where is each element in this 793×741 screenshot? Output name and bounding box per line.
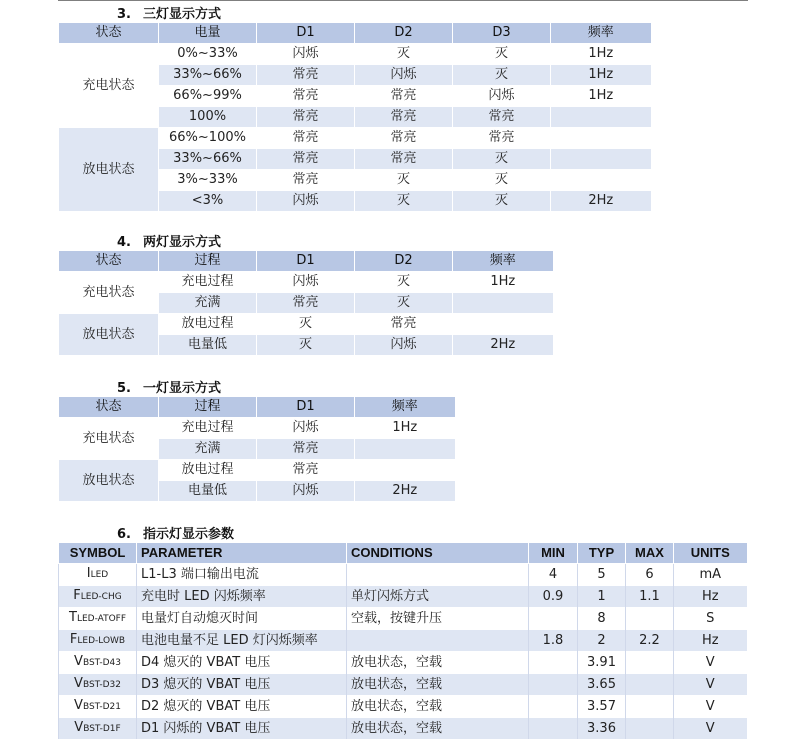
typ-cell: 2 [578, 630, 626, 652]
min-cell [529, 674, 578, 696]
symbol-subscript: BST-D32 [82, 680, 121, 690]
table-cell: 2Hz [355, 481, 455, 502]
table-cell [551, 170, 651, 191]
units-cell: V [674, 674, 747, 696]
table-cell: 闪烁 [257, 481, 355, 502]
symbol-cell [59, 652, 137, 674]
typ-cell: 1 [578, 586, 626, 608]
max-cell: 2.2 [626, 630, 674, 652]
state-cell-discharge: 放电状态 [59, 128, 159, 212]
header-cell: 状态 [59, 251, 159, 272]
header-cell: UNITS [674, 543, 747, 564]
table-cell: 闪烁 [355, 65, 453, 86]
conditions-cell [347, 630, 529, 652]
table-cell: 常亮 [355, 107, 453, 128]
table-cell: 常亮 [257, 439, 355, 460]
conditions-cell [347, 564, 529, 586]
table-cell: 充满 [159, 439, 257, 460]
min-cell [529, 652, 578, 674]
symbol-cell [59, 718, 137, 740]
table-cell: 1Hz [453, 272, 553, 293]
units-cell: S [674, 608, 747, 630]
conditions-cell: 放电状态，空载 [347, 696, 529, 718]
header-cell: MAX [626, 543, 674, 564]
table-cell: 灭 [355, 293, 453, 314]
table-cell: 放电过程 [159, 314, 257, 335]
header-cell: SYMBOL [59, 543, 137, 564]
table-cell: 常亮 [257, 170, 355, 191]
table-cell: 常亮 [257, 293, 355, 314]
symbol-main: I [86, 566, 91, 581]
table-cell: 闪烁 [257, 418, 355, 439]
parameter-cell: 电池电量不足 LED 灯闪烁频率 [137, 630, 347, 652]
symbol-subscript: BST-D43 [82, 658, 121, 668]
table-cell: 33%~66% [159, 65, 257, 86]
section-title: 三灯显示方式 [143, 7, 222, 22]
table-row [59, 128, 651, 149]
parameter-cell: L1-L3 端口输出电流 [137, 564, 347, 586]
section-number: 3. [117, 7, 131, 22]
section-number: 6. [117, 527, 131, 542]
units-cell: V [674, 652, 747, 674]
typ-cell: 3.65 [578, 674, 626, 696]
units-cell: Hz [674, 630, 747, 652]
table-row [59, 718, 747, 740]
table-cell: 100% [159, 107, 257, 128]
table-cell: 闪烁 [355, 335, 453, 356]
table-header-row [59, 397, 455, 418]
header-cell: D1 [257, 23, 355, 44]
max-cell [626, 696, 674, 718]
units-cell: V [674, 718, 747, 740]
header-cell: 频率 [551, 23, 651, 44]
table-cell [355, 460, 455, 481]
header-cell: D3 [453, 23, 551, 44]
table-cell: 灭 [355, 191, 453, 212]
header-cell: TYP [578, 543, 626, 564]
units-cell: V [674, 696, 747, 718]
table-cell: 灭 [453, 65, 551, 86]
table-row [59, 460, 455, 481]
state-cell-charge: 充电状态 [59, 418, 159, 460]
section-3-heading [117, 3, 221, 22]
symbol-subscript: BST-D1F [83, 724, 121, 734]
section-number: 5. [117, 381, 131, 396]
table-cell: 常亮 [453, 107, 551, 128]
table-cell: 灭 [257, 335, 355, 356]
table-cell [551, 149, 651, 170]
table-cell: 电量低 [159, 481, 257, 502]
table-cell: 闪烁 [453, 86, 551, 107]
min-cell: 0.9 [529, 586, 578, 608]
table-header-row [59, 543, 747, 564]
table-cell: 2Hz [551, 191, 651, 212]
table-cell: 常亮 [355, 128, 453, 149]
symbol-cell [59, 630, 137, 652]
typ-cell: 3.91 [578, 652, 626, 674]
header-cell: 频率 [453, 251, 553, 272]
table-cell: 33%~66% [159, 149, 257, 170]
table-cell: 灭 [355, 44, 453, 65]
led-parameters-table [58, 542, 747, 739]
header-cell: 电量 [159, 23, 257, 44]
typ-cell: 3.36 [578, 718, 626, 740]
symbol-main: T [68, 610, 77, 625]
table-row [59, 630, 747, 652]
table-cell: 灭 [257, 314, 355, 335]
table-cell: 灭 [453, 44, 551, 65]
units-cell: Hz [674, 586, 747, 608]
table-cell: 0%~33% [159, 44, 257, 65]
table-cell: 常亮 [355, 86, 453, 107]
symbol-main: V [74, 676, 83, 691]
max-cell: 1.1 [626, 586, 674, 608]
max-cell [626, 674, 674, 696]
symbol-main: F [69, 632, 78, 647]
symbol-subscript: LED-CHG [80, 592, 122, 602]
header-cell: D1 [257, 397, 355, 418]
table-cell: 常亮 [257, 460, 355, 481]
table-cell: 充电过程 [159, 418, 257, 439]
table-cell: 1Hz [551, 65, 651, 86]
table-cell [453, 293, 553, 314]
table-cell [355, 439, 455, 460]
typ-cell: 5 [578, 564, 626, 586]
table-row [59, 314, 553, 335]
symbol-cell [59, 696, 137, 718]
typ-cell: 3.57 [578, 696, 626, 718]
table-cell: 1Hz [551, 44, 651, 65]
table-cell: 灭 [355, 272, 453, 293]
table-header-row [59, 251, 553, 272]
table-cell: 电量低 [159, 335, 257, 356]
table-cell: <3% [159, 191, 257, 212]
table-cell: 闪烁 [257, 272, 355, 293]
min-cell [529, 608, 578, 630]
min-cell [529, 696, 578, 718]
table-header-row [59, 23, 651, 44]
symbol-cell [59, 586, 137, 608]
min-cell: 1.8 [529, 630, 578, 652]
conditions-cell: 放电状态，空载 [347, 718, 529, 740]
table-cell: 闪烁 [257, 44, 355, 65]
one-led-table [58, 396, 455, 501]
max-cell [626, 718, 674, 740]
table-cell: 1Hz [355, 418, 455, 439]
table-cell: 常亮 [355, 314, 453, 335]
state-cell-discharge: 放电状态 [59, 314, 159, 356]
three-led-table [58, 22, 651, 211]
conditions-cell: 放电状态，空载 [347, 652, 529, 674]
section-title: 两灯显示方式 [143, 235, 222, 250]
max-cell [626, 608, 674, 630]
table-row [59, 586, 747, 608]
header-cell: 状态 [59, 23, 159, 44]
symbol-cell [59, 608, 137, 630]
header-cell: D2 [355, 251, 453, 272]
state-cell-discharge: 放电状态 [59, 460, 159, 502]
table-row [59, 272, 553, 293]
symbol-subscript: LED-ATOFF [76, 614, 127, 624]
header-cell: 状态 [59, 397, 159, 418]
top-rule [58, 0, 748, 1]
table-cell: 灭 [453, 170, 551, 191]
min-cell [529, 718, 578, 740]
header-cell: CONDITIONS [347, 543, 529, 564]
conditions-cell: 放电状态，空载 [347, 674, 529, 696]
section-number: 4. [117, 235, 131, 250]
two-led-table [58, 250, 553, 355]
symbol-subscript: LED [90, 570, 109, 580]
units-cell: mA [674, 564, 747, 586]
table-row [59, 674, 747, 696]
min-cell: 4 [529, 564, 578, 586]
table-row [59, 44, 651, 65]
state-cell-charge: 充电状态 [59, 272, 159, 314]
table-cell: 常亮 [257, 86, 355, 107]
table-cell: 常亮 [257, 149, 355, 170]
table-cell: 常亮 [257, 65, 355, 86]
table-cell: 灭 [355, 170, 453, 191]
symbol-cell [59, 674, 137, 696]
parameter-cell: D3 熄灭的 VBAT 电压 [137, 674, 347, 696]
conditions-cell: 空载，按键升压 [347, 608, 529, 630]
table-cell: 66%~100% [159, 128, 257, 149]
header-cell: D2 [355, 23, 453, 44]
table-cell: 闪烁 [257, 191, 355, 212]
table-cell [453, 314, 553, 335]
section-6-heading [117, 523, 234, 542]
symbol-subscript: LED-LOWB [77, 636, 126, 646]
table-cell: 常亮 [453, 128, 551, 149]
table-cell: 1Hz [551, 86, 651, 107]
table-cell: 灭 [453, 149, 551, 170]
header-cell: 过程 [159, 251, 257, 272]
parameter-cell: 电量灯自动熄灭时间 [137, 608, 347, 630]
header-cell: PARAMETER [137, 543, 347, 564]
state-cell-charge: 充电状态 [59, 44, 159, 128]
symbol-cell [59, 564, 137, 586]
typ-cell: 8 [578, 608, 626, 630]
header-cell: MIN [529, 543, 578, 564]
table-cell: 充满 [159, 293, 257, 314]
table-cell [551, 107, 651, 128]
table-cell: 常亮 [257, 107, 355, 128]
parameter-cell: 充电时 LED 闪烁频率 [137, 586, 347, 608]
symbol-main: V [74, 654, 83, 669]
table-cell: 充电过程 [159, 272, 257, 293]
table-row [59, 418, 455, 439]
table-cell: 2Hz [453, 335, 553, 356]
max-cell [626, 652, 674, 674]
parameter-cell: D2 熄灭的 VBAT 电压 [137, 696, 347, 718]
table-row [59, 652, 747, 674]
section-title: 指示灯显示参数 [143, 527, 235, 542]
parameter-cell: D4 熄灭的 VBAT 电压 [137, 652, 347, 674]
parameter-cell: D1 闪烁的 VBAT 电压 [137, 718, 347, 740]
symbol-main: F [73, 588, 81, 603]
table-cell: 灭 [453, 191, 551, 212]
table-row [59, 608, 747, 630]
header-cell: 过程 [159, 397, 257, 418]
table-cell: 3%~33% [159, 170, 257, 191]
symbol-main: V [74, 698, 83, 713]
section-title: 一灯显示方式 [143, 381, 222, 396]
table-row [59, 564, 747, 586]
section-4-heading [117, 231, 221, 250]
conditions-cell: 单灯闪烁方式 [347, 586, 529, 608]
table-cell: 66%~99% [159, 86, 257, 107]
table-row [59, 696, 747, 718]
header-cell: D1 [257, 251, 355, 272]
header-cell: 频率 [355, 397, 455, 418]
table-cell [551, 128, 651, 149]
max-cell: 6 [626, 564, 674, 586]
section-5-heading [117, 377, 221, 396]
symbol-subscript: BST-D21 [82, 702, 121, 712]
table-cell: 常亮 [355, 149, 453, 170]
table-cell: 放电过程 [159, 460, 257, 481]
symbol-main: V [74, 720, 84, 735]
table-cell: 常亮 [257, 128, 355, 149]
